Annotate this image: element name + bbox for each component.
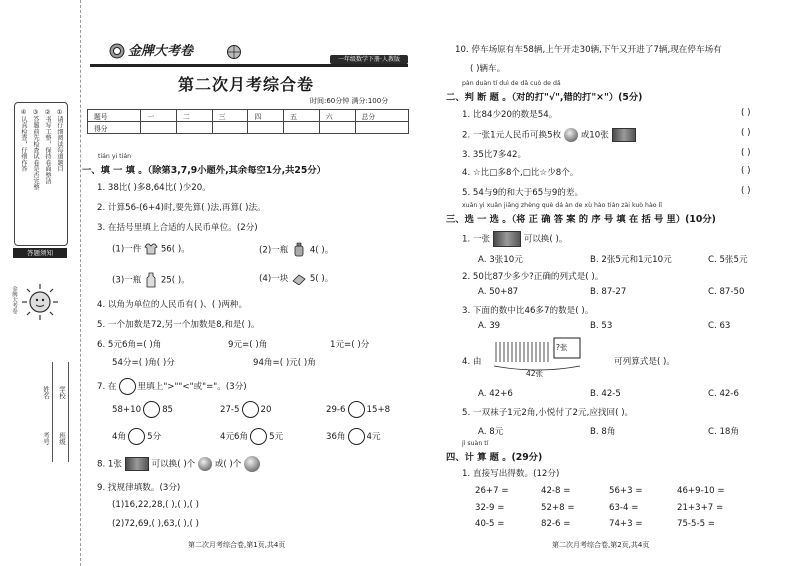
bottle-icon [291,242,307,258]
compare-right: 4元 [366,432,381,442]
instruction-line-3: ③答题前先检查试卷是否完整 [32,109,39,191]
q8-text-2: 或( )个 [214,459,242,470]
q8-label: 8. 1张 [97,459,122,470]
question-5: 5. 一个加数是72,另一个加数是8,和是( )。 [97,320,260,330]
compare-left: 58+10 [112,405,142,415]
choice-option[interactable]: B. 53 [590,321,613,331]
table-cell: 四 [248,110,284,122]
question-6e: 94角=( )元( )角 [253,358,316,368]
field-number: 考号 [42,432,50,445]
choice-option[interactable]: A. 39 [478,321,501,331]
table-cell: 总分 [355,110,408,122]
q3a-label: (1)一件 [112,244,142,255]
field-name: 姓名 [42,386,50,399]
question-6d: 54分=( )角( )分 [112,358,175,368]
question-1: 1. 38比( )多8,64比( )少20。 [97,183,211,193]
calc-item: 63-4 = [609,503,639,513]
choice-question-3: 3. 下面的数中比46多7的数是( )。 [462,306,594,316]
answer-bracket[interactable]: ( ) [741,148,751,158]
q3d-value: 5( )。 [309,274,334,284]
header-rule [90,64,408,67]
answer-bracket[interactable]: ( ) [741,186,751,196]
compare-left: 4角 [112,432,127,442]
choice-option[interactable]: C. 63 [708,321,731,331]
logo-emblem [108,42,126,63]
shirt-icon [144,242,158,256]
fill-line [68,362,69,462]
field-class: 班级 [58,432,66,445]
question-10b: ( )辆车。 [470,64,506,74]
compare-right: 15+8 [366,405,391,415]
student-info-fields [28,362,68,462]
table-cell: 三 [212,110,248,122]
q8-text: 可以换( )个 [151,459,196,470]
choice-option[interactable]: A. 3张10元 [478,255,523,265]
score-input-cell[interactable] [284,122,320,134]
compare-right: 20 [260,405,272,415]
compare-item [326,428,381,445]
calc-item: 40-5 = [475,519,505,529]
page-title: 第二次月考综合卷 [178,75,315,94]
c1-text: 可以换( )。 [523,234,568,245]
score-input-cell[interactable] [177,122,213,134]
instructions-panel [14,102,68,246]
q3d-label: (4)一块 [259,274,289,284]
section1-title: 一、填 一 填 。（除第3,7,9小题外,其余每空1分,共25分） [82,165,326,176]
banknote-icon [612,128,636,142]
q3b-label: (2)一瓶 [259,245,289,256]
c1-label: 1. 一张 [462,234,491,245]
score-input-cell[interactable] [212,122,248,134]
sun-mascot-icon [20,282,60,322]
choice-option[interactable]: C. 5张5元 [708,255,748,265]
banknote-icon [493,231,521,247]
section4-title: 四、计 算 题 。(29分) [446,452,543,463]
time-score-info: 时间:60分钟 满分:100分 [310,97,389,105]
c4-text: 可列算式是( )。 [614,357,675,367]
choice-question-1 [462,231,567,247]
table-cell: 题号 [88,110,141,122]
calc-item: 56+3 = [609,486,643,496]
score-input-cell[interactable] [355,122,408,134]
question-3-part-1 [112,242,190,256]
mascot-label: 金牌大考卷 [11,286,17,314]
answer-circle[interactable] [348,401,365,418]
compare-left: 36角 [326,432,346,442]
q3b-value: 4( )。 [309,245,334,256]
answer-bracket[interactable]: ( ) [741,108,751,118]
choice-question-2: 2. 50比87少多少?正确的列式是( )。 [462,272,604,282]
instruction-line-4: ④认真检查，仔细作答 [20,109,27,172]
question-3-part-2 [259,242,333,258]
q3a-value: 56( )。 [160,244,190,255]
judge-2-text: 2. 一张1元人民币可换5枚 [462,130,562,141]
choice-option[interactable]: C. 87-50 [708,287,745,297]
calc-item: 26+7 = [475,486,509,496]
banknote-icon [125,457,149,471]
eraser-icon [291,273,307,285]
choice-option[interactable]: C. 18角 [708,427,739,437]
question-8 [97,456,260,472]
instructions-badge: 答题须知 [13,248,67,258]
compare-right: 5元 [269,432,284,442]
compare-left: 27-5 [220,405,240,415]
left-footer: 第二次月考综合卷,第1页,共4页 [188,541,286,549]
choice-option[interactable]: A. 42+6 [478,389,513,399]
section4-pinyin: jì suàn tí [462,440,489,447]
compare-item [220,401,271,418]
q7-instructions: 里填上">""<"或"="。(3分) [137,382,247,392]
compare-right: 85 [162,405,174,415]
question-2: 2. 计算56-(6+4)时,要先算( )法,再算( )法。 [97,203,266,213]
question-9a: (1)16,22,28,( ),( ),( ) [112,500,199,510]
coin-large-icon [244,456,260,472]
compare-left: 4元6角 [220,432,249,442]
choice-option[interactable]: A. 8元 [478,427,504,437]
compare-item [326,401,390,418]
calc-item: 42-8 = [541,486,571,496]
table-cell: 五 [284,110,320,122]
section4-sub: 1. 直接写出得数。(12分) [462,469,560,479]
score-table [87,109,409,134]
table-cell: 得分 [88,122,141,134]
instruction-line-2: ②书写工整，保持卷面整洁 [44,109,51,185]
choice-option[interactable]: A. 50+87 [478,287,519,297]
choice-option[interactable]: B. 87-27 [590,287,627,297]
calc-item: 82-6 = [541,519,571,529]
answer-circle[interactable] [143,401,160,418]
globe-decoration [226,44,242,63]
score-input-cell[interactable] [319,122,355,134]
question-10: 10. 停车场原有车58辆,上午开走30辆,下午又开进了7辆,现在停车场有 [455,45,722,55]
score-input-cell[interactable] [248,122,284,134]
judge-item-4: 4. ☆比□多8个,□比☆少8个。 [462,168,579,178]
answer-circle[interactable] [250,428,267,445]
answer-circle[interactable] [128,428,145,445]
compare-item [112,428,161,445]
judge-item-3: 3. 35比7多42。 [462,150,527,160]
question-9b: (2)72,69,( ),63,( ),( ) [112,519,199,529]
question-6c: 1元=( )分 [330,340,370,350]
compare-circle-icon [119,378,136,395]
choice-question-4: 4. 由 [462,357,482,367]
section3-pinyin: xuǎn yi xuǎn jiāng zhèng què dá àn de xù hào tián zài kuò hào lǐ [462,202,662,209]
question-6b: 9元=( )角 [228,340,268,350]
medal-icon [108,42,126,60]
calc-item: 21+3+7 = [677,503,724,513]
compare-left: 29-6 [326,405,346,415]
choice-option[interactable]: B. 8角 [590,427,616,437]
compare-right: 5分 [147,432,162,442]
drink-bottle-icon [144,272,158,288]
total-label: 42张 [526,369,544,378]
q7-label: 7. 在 [97,382,117,392]
question-9: 9. 找规律填数。(3分) [97,483,181,493]
calc-item: 52+8 = [541,503,575,513]
question-6a: 6. 5元6角=( )角 [97,340,162,350]
instruction-line-1: ①请仔细阅读每道题目 [56,109,63,172]
choice-option[interactable]: B. 2张5元和1元10元 [590,255,672,265]
stack-diagram-icon [492,336,604,376]
answer-circle[interactable] [348,428,365,445]
q3c-label: (3)一瓶 [112,275,142,286]
coin-icon [564,128,578,142]
globe-icon [226,44,242,60]
calc-item: 32-9 = [475,503,505,513]
choice-option[interactable]: B. 42-5 [590,389,621,399]
section2-pinyin: pàn duàn tí duì de dǎ cuò de dǎ [462,80,561,87]
answer-bracket[interactable]: ( ) [741,128,751,138]
question-4: 4. 以角为单位的人民币有( )、( )两种。 [97,300,248,310]
table-row [88,110,409,122]
answer-circle[interactable] [242,401,259,418]
section3-title: 三、选 一 选 。（将 正 确 答 案 的 序 号 填 在 括 号 里）(10分) [446,214,716,225]
binding-sidebar [0,0,81,566]
question-3-part-3 [112,272,190,288]
unknown-box-label: ?张 [556,343,568,352]
table-cell: 一 [141,110,177,122]
answer-bracket[interactable]: ( ) [741,166,751,176]
field-school: 学校 [58,386,66,399]
compare-item [220,428,283,445]
brand-logo: 金牌大考卷 [128,44,194,59]
choice-option[interactable]: C. 42-6 [708,389,739,399]
compare-item [112,401,173,418]
mascot-logo [11,282,60,322]
question-7 [97,378,247,395]
table-cell: 二 [177,110,213,122]
score-input-cell[interactable] [141,122,177,134]
calc-item: 46+9-10 = [677,486,725,496]
calc-item: 74+3 = [609,519,643,529]
table-row [88,122,409,134]
judge-item-1: 1. 比84少20的数是54。 [462,110,558,120]
judge-item-5: 5. 54与9的和大于65与9的差。 [462,188,584,198]
question-3: 3. 在括号里填上合适的人民币单位。(2分) [97,223,258,233]
choice-question-5: 5. 一双袜子1元2角,小悦付了2元,应找回( )。 [462,408,634,418]
q3c-value: 25( )。 [160,275,190,286]
grade-tag: 一年级数学下册·人教版 [330,55,408,64]
right-footer: 第二次月考综合卷,第2页,共4页 [552,541,650,549]
section2-title: 二、判 断 题 。（对的打"√",错的打"×"）(5分) [446,92,643,103]
coin-icon [198,457,212,471]
bar-diagram [492,336,604,376]
fill-line [52,362,53,462]
table-cell: 六 [319,110,355,122]
section1-pinyin: tián yi tián [98,153,132,160]
calc-item: 75-5-5 = [677,519,716,529]
question-3-part-4 [259,272,333,285]
judge-2-tail: 或10张 [580,130,609,141]
judge-item-2 [462,128,636,142]
